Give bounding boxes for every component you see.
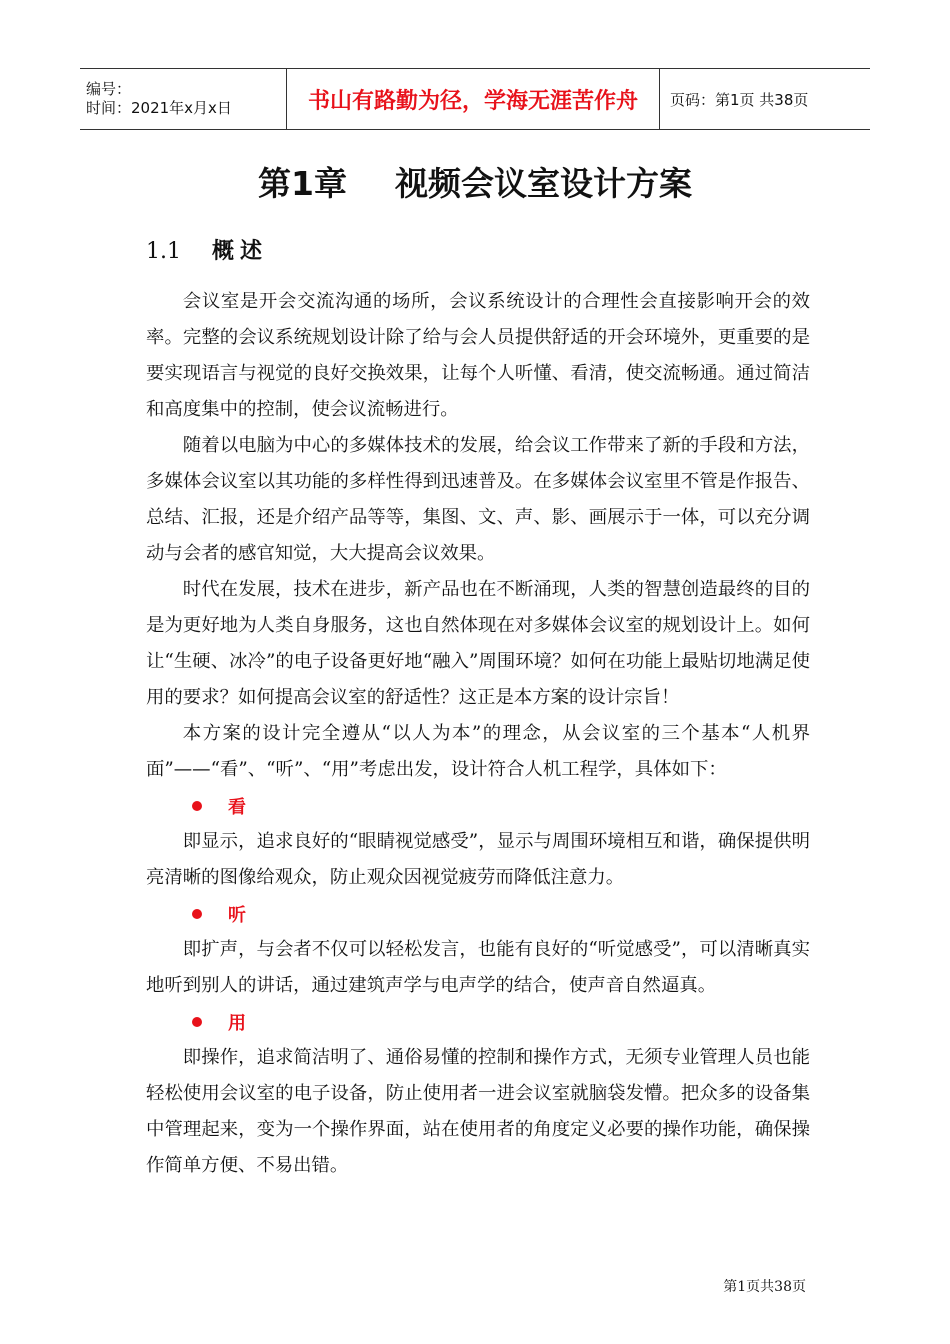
page-header <box>80 68 870 130</box>
bullet-paragraph: 即显示，追求良好的“眼睛视觉感受”，显示与周围环境相互和谐，确保提供明亮清晰的图像给观众，防止观众因视觉疲劳而降低注意力。 <box>146 831 810 888</box>
document-time: 时间：2021年x月x日 <box>86 99 232 117</box>
header-meta <box>80 69 287 129</box>
header-motto-cell <box>287 69 660 129</box>
paragraph: 会议室是开会交流沟通的场所，会议系统设计的合理性会直接影响开会的效率。完整的会议系统规划设计除了给与会人员提供舒适的开会环境外，更重要的是要实现语言与视觉的良好交换效果，让每个人听懂、看清，使交流畅通。通过简洁和高度集中的控制，使会议流畅进行。 <box>146 291 810 420</box>
bullet-paragraph: 即扩声，与会者不仅可以轻松发言，也能有良好的“听觉感受”，可以清晰真实地听到别人的讲话，通过建筑声学与电声学的结合，使声音自然逼真。 <box>146 939 810 996</box>
chapter-heading <box>0 158 950 205</box>
paragraph: 时代在发展，技术在进步，新产品也在不断涌现，人类的智慧创造最终的目的是为更好地为人类自身服务，这也自然体现在对多媒体会议室的规划设计上。如何让“生硬、冰冷”的电子设备更好地“融入”周围环境？如何在功能上最贴切地满足使用的要求？如何提高会议室的舒适性？这正是本方案的设计宗旨！ <box>146 579 810 708</box>
section-heading <box>146 234 268 265</box>
paragraph: 本方案的设计完全遵从“以人为本”的理念，从会议室的三个基本“人机界面”——“看”、“听”、“用”考虑出发，设计符合人机工程学，具体如下： <box>146 723 810 780</box>
section-number: 1.1 <box>146 239 181 264</box>
document-number-label: 编号： <box>86 80 132 98</box>
page-footer: 第1页共38页 <box>723 1279 806 1295</box>
header-motto: 书山有路勤为径，学海无涯苦作舟 <box>307 88 638 114</box>
bullet-heading-listen <box>192 896 810 932</box>
bullet-dot-icon <box>192 1017 202 1027</box>
section-title: 概述 <box>212 239 269 264</box>
bullet-dot-icon <box>192 909 202 919</box>
chapter-title: 视频会议室设计方案 <box>394 164 692 203</box>
bullet-dot-icon <box>192 801 202 811</box>
bullet-paragraph: 即操作，追求简洁明了、通俗易懂的控制和操作方式，无须专业管理人员也能轻松使用会议室的电子设备，防止使用者一进会议室就脑袋发懵。把众多的设备集中管理起来，变为一个操作界面，站在使用者的角度定义必要的操作功能，确保操作简单方便、不易出错。 <box>146 1047 810 1176</box>
bullet-label: 看 <box>228 797 246 818</box>
bullet-heading-look <box>192 788 810 824</box>
bullet-label: 听 <box>228 905 246 926</box>
bullet-heading-use <box>192 1004 810 1040</box>
chapter-number: 第1章 <box>258 164 347 203</box>
bullet-label: 用 <box>228 1013 246 1034</box>
header-page-info: 页码：第1页 共38页 <box>670 90 809 109</box>
paragraph: 随着以电脑为中心的多媒体技术的发展，给会议工作带来了新的手段和方法，多媒体会议室以其功能的多样性得到迅速普及。在多媒体会议室里不管是作报告、总结、汇报，还是介绍产品等等，集图、文、声、影、画展示于一体，可以充分调动与会者的感官知觉，大大提高会议效果。 <box>146 435 810 564</box>
document-body <box>146 284 810 1184</box>
